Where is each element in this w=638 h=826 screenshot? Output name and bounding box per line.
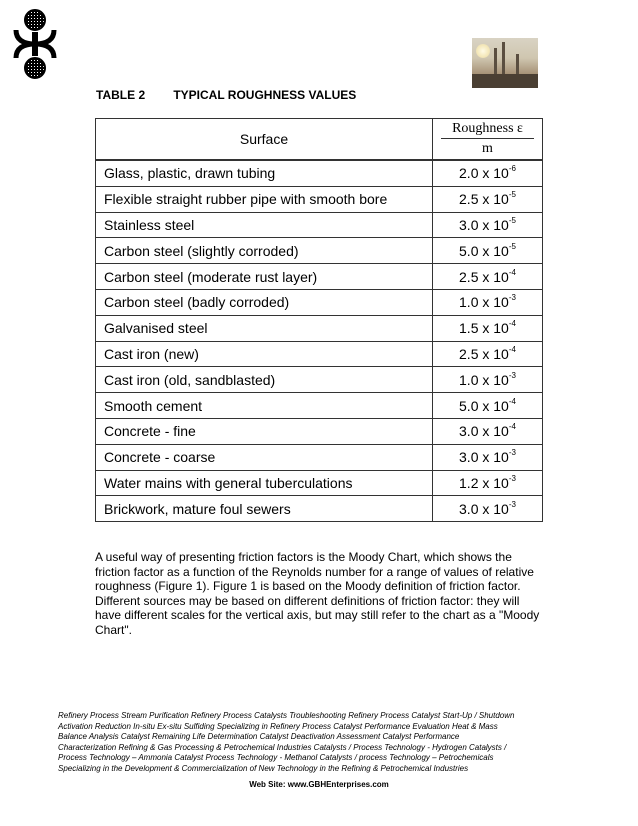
roughness-exponent: -3 <box>508 499 516 509</box>
table-title: TYPICAL ROUGHNESS VALUES <box>173 88 357 102</box>
footer-line: Characterization Refining & Gas Processing & Petrochemical Industries Catalysts / Process Technology - Hydrogen Catalysts / <box>58 742 507 752</box>
table-header-row <box>96 119 543 161</box>
roughness-exponent: -5 <box>508 190 516 200</box>
surface-cell: Cast iron (new) <box>96 341 433 367</box>
roughness-mantissa: 1.2 x 10 <box>459 474 509 491</box>
roughness-cell <box>433 341 543 367</box>
surface-cell: Carbon steel (badly corroded) <box>96 289 433 315</box>
table-number: TABLE 2 <box>96 88 146 102</box>
roughness-cell <box>433 470 543 496</box>
roughness-cell <box>433 444 543 470</box>
table-caption <box>96 88 356 102</box>
roughness-exponent: -3 <box>508 370 516 380</box>
surface-cell: Flexible straight rubber pipe with smooth bore <box>96 186 433 212</box>
roughness-exponent: -6 <box>508 164 516 174</box>
roughness-table <box>95 118 543 522</box>
roughness-mantissa: 5.0 x 10 <box>459 397 509 414</box>
roughness-exponent: -4 <box>508 267 516 277</box>
surface-cell: Smooth cement <box>96 393 433 419</box>
roughness-mantissa: 2.5 x 10 <box>459 268 509 285</box>
body-paragraph: A useful way of presenting friction factors is the Moody Chart, which shows the friction factor as a function of the Reynolds number for a range of values of relative roughness (Figure 1). Figure 1 is based on the Moody definition of friction factor. Different sources may be based on different definitions of friction factor: they will have different scales for the vertical axis, but may still refer to the chart as a "Moody Chart". <box>95 550 540 637</box>
roughness-cell <box>433 289 543 315</box>
table-row <box>96 367 543 393</box>
roughness-cell <box>433 418 543 444</box>
roughness-mantissa: 1.0 x 10 <box>459 294 509 311</box>
roughness-exponent: -4 <box>508 319 516 329</box>
roughness-exponent: -4 <box>508 422 516 432</box>
roughness-mantissa: 2.5 x 10 <box>459 191 509 208</box>
roughness-cell <box>433 393 543 419</box>
surface-cell: Cast iron (old, sandblasted) <box>96 367 433 393</box>
roughness-mantissa: 5.0 x 10 <box>459 242 509 259</box>
roughness-exponent: -3 <box>508 448 516 458</box>
roughness-cell <box>433 212 543 238</box>
roughness-exponent: -3 <box>508 293 516 303</box>
footer-line: Specializing in the Development & Commercialization of New Technology in the Refining & Petrochemical Industries <box>58 763 469 773</box>
roughness-mantissa: 1.5 x 10 <box>459 320 509 337</box>
table-row <box>96 160 543 186</box>
roughness-cell <box>433 238 543 264</box>
roughness-exponent: -3 <box>508 473 516 483</box>
surface-cell: Stainless steel <box>96 212 433 238</box>
table-row <box>96 212 543 238</box>
table-row <box>96 418 543 444</box>
footer-line: Balance Analysis Catalyst Remaining Life Determination Catalyst Deactivation Assessment Catalyst Performance <box>58 732 460 742</box>
roughness-mantissa: 3.0 x 10 <box>459 216 509 233</box>
roughness-exponent: -5 <box>508 215 516 225</box>
roughness-cell <box>433 367 543 393</box>
surface-cell: Carbon steel (moderate rust layer) <box>96 264 433 290</box>
roughness-mantissa: 2.5 x 10 <box>459 345 509 362</box>
table-body <box>96 160 543 522</box>
header-roughness-unit: m <box>482 141 493 156</box>
footer-line: Process Technology – Ammonia Catalyst Process Technology - Methanol Catalysts / process Technology – Petrochemicals <box>58 753 494 763</box>
table-row <box>96 315 543 341</box>
footer-line: Refinery Process Stream Purification Refinery Process Catalysts Troubleshooting Refinery Process Catalyst Start-Up / Shutdown <box>58 711 515 720</box>
roughness-cell <box>433 496 543 522</box>
roughness-mantissa: 3.0 x 10 <box>459 449 509 466</box>
roughness-exponent: -5 <box>508 241 516 251</box>
roughness-cell <box>433 264 543 290</box>
footer-line: Activation Reduction In-situ Ex-situ Sulfiding Specializing in Refinery Process Catalyst Performance Evaluation Heat & Mass <box>58 721 498 731</box>
smokestack <box>502 42 505 78</box>
roughness-exponent: -4 <box>508 396 516 406</box>
surface-cell: Carbon steel (slightly corroded) <box>96 238 433 264</box>
roughness-cell <box>433 315 543 341</box>
surface-cell: Water mains with general tuberculations <box>96 470 433 496</box>
website-link[interactable]: Web Site: www.GBHEnterprises.com <box>249 780 389 789</box>
roughness-mantissa: 3.0 x 10 <box>459 423 509 440</box>
header-roughness-label: Roughness ε <box>441 119 534 139</box>
table-row <box>96 496 543 522</box>
roughness-exponent: -4 <box>508 344 516 354</box>
header-roughness <box>433 119 543 161</box>
surface-cell: Galvanised steel <box>96 315 433 341</box>
footer-text <box>58 711 548 775</box>
roughness-mantissa: 1.0 x 10 <box>459 371 509 388</box>
surface-cell: Concrete - coarse <box>96 444 433 470</box>
company-logo <box>12 8 58 80</box>
surface-cell: Concrete - fine <box>96 418 433 444</box>
table-row <box>96 470 543 496</box>
table-row <box>96 264 543 290</box>
sun-glow <box>476 44 490 58</box>
surface-cell: Brickwork, mature foul sewers <box>96 496 433 522</box>
table-row <box>96 238 543 264</box>
roughness-cell <box>433 160 543 186</box>
surface-cell: Glass, plastic, drawn tubing <box>96 160 433 186</box>
table-row <box>96 186 543 212</box>
table-row <box>96 341 543 367</box>
roughness-mantissa: 2.0 x 10 <box>459 165 509 182</box>
table-row <box>96 444 543 470</box>
header-surface: Surface <box>96 119 433 161</box>
table-row <box>96 289 543 315</box>
roughness-mantissa: 3.0 x 10 <box>459 500 509 517</box>
refinery-photo <box>472 38 538 88</box>
roughness-cell <box>433 186 543 212</box>
plant-silhouette <box>472 74 538 88</box>
table-row <box>96 393 543 419</box>
